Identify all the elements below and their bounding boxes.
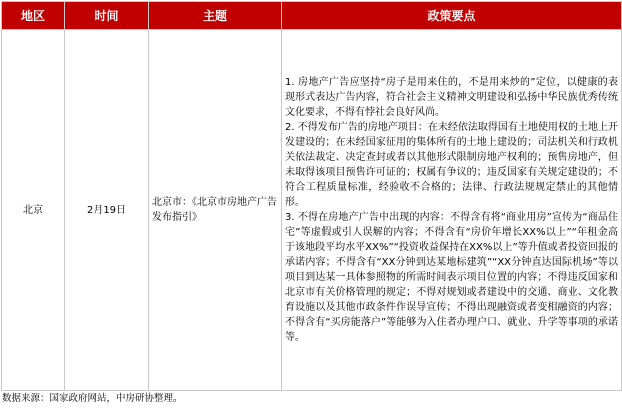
cell-theme: 北京市：《北京市房地产广告发布指引》 <box>149 30 282 391</box>
header-theme: 主题 <box>149 2 282 30</box>
policy-point-1: 1. 房地产广告应坚持“房子是用来住的，不是用来炒的”定位，以健康的表现形式表达广告内容，符合社会主义精神文明建设和弘扬中华民族优秀传统文化要求，不得有悖社会良好风尚。 <box>285 77 618 118</box>
cell-date: 2月19日 <box>65 30 149 391</box>
policy-table <box>1 1 622 391</box>
data-source-note: 数据来源：国家政府网站，中房研协整理。 <box>2 393 183 404</box>
table-row <box>2 30 622 391</box>
header-region: 地区 <box>2 2 65 30</box>
header-date: 时间 <box>65 2 149 30</box>
policy-point-3: 3. 不得在房地产广告中出现的内容：不得含有将“商业用房”宣传为“商品住宅”等虚假或引人误解的内容；不得含有“房价年增长XX%以上”“年租金高于该地段平均水平XX%”“投资收益保持在XX%以上”等升值或者投资回报的承诺内容；不得含有“XX分钟到达某地标建筑”“XX分钟直达国际机场”等以项目到达某一具体参照物的所需时间表示项目位置的内容；不得违反国家和北京市有关价格管理的规定；不得对规划或者建设中的交通、商业、文化教育设施以及其他市政条件作误导宣传；不得出现融资或者变相融资的内容；不得含有“买房能落户”等能够为入住者办理户口、就业、升学等事项的承诺等。 <box>285 212 618 343</box>
table-header-row <box>2 2 622 30</box>
header-policy-points: 政策要点 <box>282 2 622 30</box>
cell-region: 北京 <box>2 30 65 391</box>
policy-point-2: 2. 不得发布广告的房地产项目：在未经依法取得国有土地使用权的土地上开发建设的；在未经国家征用的集体所有的土地上建设的；司法机关和行政机关依法裁定、决定查封或者以其他形式限制房地产权利的；预售房地产，但未取得该项目预售许可证的；权属有争议的；违反国家有关规定建设的；不符合工程质量标准，经验收不合格的；法律、行政法规规定禁止的其他情形。 <box>285 122 618 208</box>
cell-policy-points <box>282 30 622 391</box>
